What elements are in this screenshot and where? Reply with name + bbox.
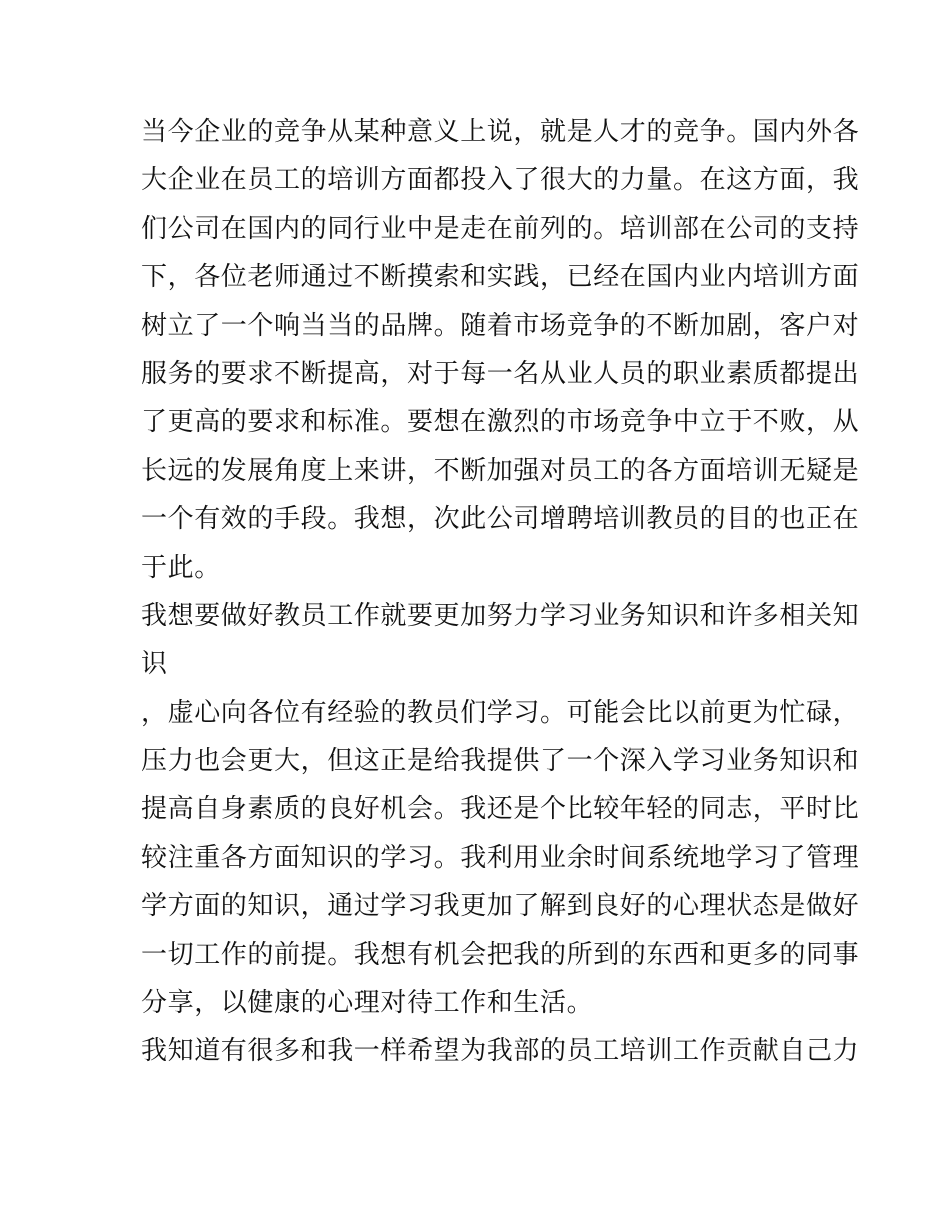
text-line: 分享，以健康的心理对待工作和生活。 (141, 988, 594, 1019)
text-line: ，虚心向各位有经验的教员们学习。可能会比以前更为忙碌， (141, 697, 860, 728)
text-line: 了更高的要求和标准。要想在激烈的市场竞争中立于不败，从 (141, 407, 860, 438)
text-line: 一个有效的手段。我想，次此公司增聘培训教员的目的也正在 (141, 504, 860, 535)
text-line: 提高自身素质的良好机会。我还是个比较年轻的同志，平时比 (141, 794, 860, 825)
text-line: 下，各位老师通过不断摸索和实践，已经在国内业内培训方面 (141, 262, 860, 293)
paragraph-1 (141, 108, 860, 592)
text-line: 较注重各方面知识的学习。我利用业余时间系统地学习了管理 (141, 842, 860, 873)
text-line: 学方面的知识，通过学习我更加了解到良好的心理状态是做好 (141, 891, 860, 922)
text-line: 我想要做好教员工作就要更加努力学习业务知识和许多相关知 (141, 600, 860, 631)
text-line: 服务的要求不断提高，对于每一名从业人员的职业素质都提出 (141, 358, 860, 389)
paragraph-2 (141, 592, 860, 689)
text-line: 于此。 (141, 552, 221, 583)
paragraph-3 (141, 689, 860, 1028)
text-line: 我知道有很多和我一样希望为我部的员工培训工作贡献自己力 (141, 1036, 860, 1067)
text-line: 大企业在员工的培训方面都投入了很大的力量。在这方面，我 (141, 165, 860, 196)
text-line: 们公司在国内的同行业中是走在前列的。培训部在公司的支持 (141, 213, 860, 244)
text-line: 一切工作的前提。我想有机会把我的所到的东西和更多的同事 (141, 939, 860, 970)
paragraph-4 (141, 1027, 860, 1075)
text-line: 压力也会更大，但这正是给我提供了一个深入学习业务知识和 (141, 746, 860, 777)
document-body (141, 108, 860, 1076)
text-line: 当今企业的竞争从某种意义上说，就是人才的竞争。国内外各 (141, 117, 860, 147)
text-line: 树立了一个响当当的品牌。随着市场竞争的不断加剧，客户对 (141, 310, 860, 341)
text-line: 长远的发展角度上来讲，不断加强对员工的各方面培训无疑是 (141, 455, 860, 486)
text-line: 识 (141, 649, 168, 680)
